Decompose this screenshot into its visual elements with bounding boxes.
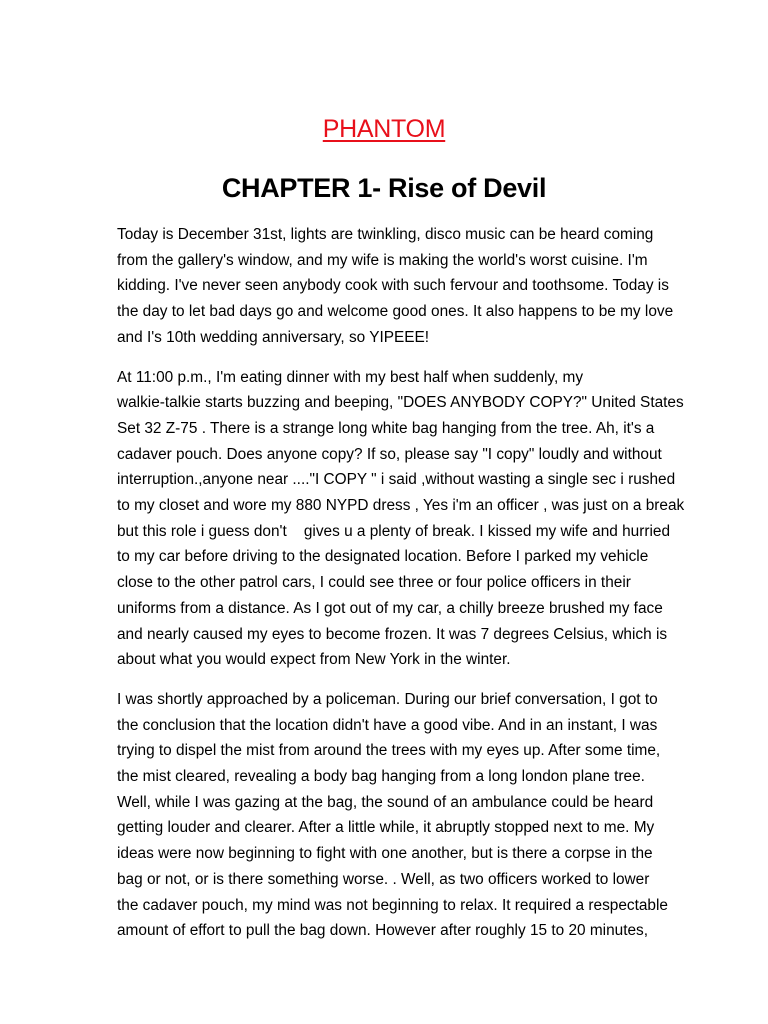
text-line: walkie-talkie starts buzzing and beeping, "DOES ANYBODY COPY?" United States — [117, 394, 684, 412]
text-line: the cadaver pouch, my mind was not beginning to relax. It required a respectable — [117, 896, 668, 914]
text-line: to my car before driving to the designated location. Before I parked my vehicle — [117, 548, 649, 566]
text-line: trying to dispel the mist from around the trees with my eyes up. After some time, — [117, 742, 661, 760]
text-line: and nearly caused my eyes to become frozen. It was 7 degrees Celsius, which is — [117, 625, 668, 643]
text-line: kidding. I've never seen anybody cook with such fervour and toothsome. Today is — [117, 277, 669, 295]
paragraph — [117, 222, 677, 351]
text-line: about what you would expect from New York in the winter. — [117, 651, 511, 669]
text-line: uniforms from a distance. As I got out of my car, a chilly breeze brushed my face — [117, 599, 663, 617]
text-line: cadaver pouch. Does anyone copy? If so, please say "I copy" loudly and without — [117, 445, 662, 463]
text-line: Today is December 31st, lights are twinkling, disco music can be heard coming — [117, 226, 654, 243]
text-line: to my closet and wore my 880 NYPD dress , Yes i'm an officer , was just on a break — [117, 497, 685, 515]
chapter-heading: CHAPTER 1- Rise of Devil — [221, 173, 547, 203]
text-line: but this role i guess don't gives u a plenty of break. I kissed my wife and hurried — [117, 522, 671, 540]
text-line: At 11:00 p.m., I'm eating dinner with my best half when suddenly, my — [117, 368, 584, 386]
paragraph — [117, 365, 685, 673]
book-title: PHANTOM — [322, 115, 446, 143]
paragraph — [117, 687, 677, 944]
text-line: the mist cleared, revealing a body bag hanging from a long london plane tree. — [117, 768, 645, 786]
text-line: Well, while I was gazing at the bag, the sound of an ambulance could be heard — [117, 793, 654, 811]
text-line: and I's 10th wedding anniversary, so YIPEEE! — [117, 328, 430, 346]
text-line: ideas were now beginning to fight with one another, but is there a corpse in the — [117, 845, 653, 863]
text-line: amount of effort to pull the bag down. However after roughly 15 to 20 minutes, — [117, 922, 649, 940]
text-line: the day to let bad days go and welcome good ones. It also happens to be my love — [117, 303, 674, 321]
text-line: bag or not, or is there something worse. . Well, as two officers worked to lower — [117, 870, 650, 888]
text-line: close to the other patrol cars, I could see three or four police officers in their — [117, 574, 631, 592]
text-line: Set 32 Z-75 . There is a strange long white bag hanging from the tree. Ah, it's a — [117, 419, 655, 437]
text-line: interruption.,anyone near ...."I COPY " i said ,without wasting a single sec i rushed — [117, 471, 676, 489]
text-line: from the gallery's window, and my wife is making the world's worst cuisine. I'm — [117, 251, 648, 269]
text-line: the conclusion that the location didn't have a good vibe. And in an instant, I was — [117, 716, 658, 734]
text-line: getting louder and clearer. After a little while, it abruptly stopped next to me. My — [117, 819, 655, 837]
document-body — [117, 222, 685, 958]
text-line: I was shortly approached by a policeman. During our brief conversation, I got to — [117, 690, 658, 708]
